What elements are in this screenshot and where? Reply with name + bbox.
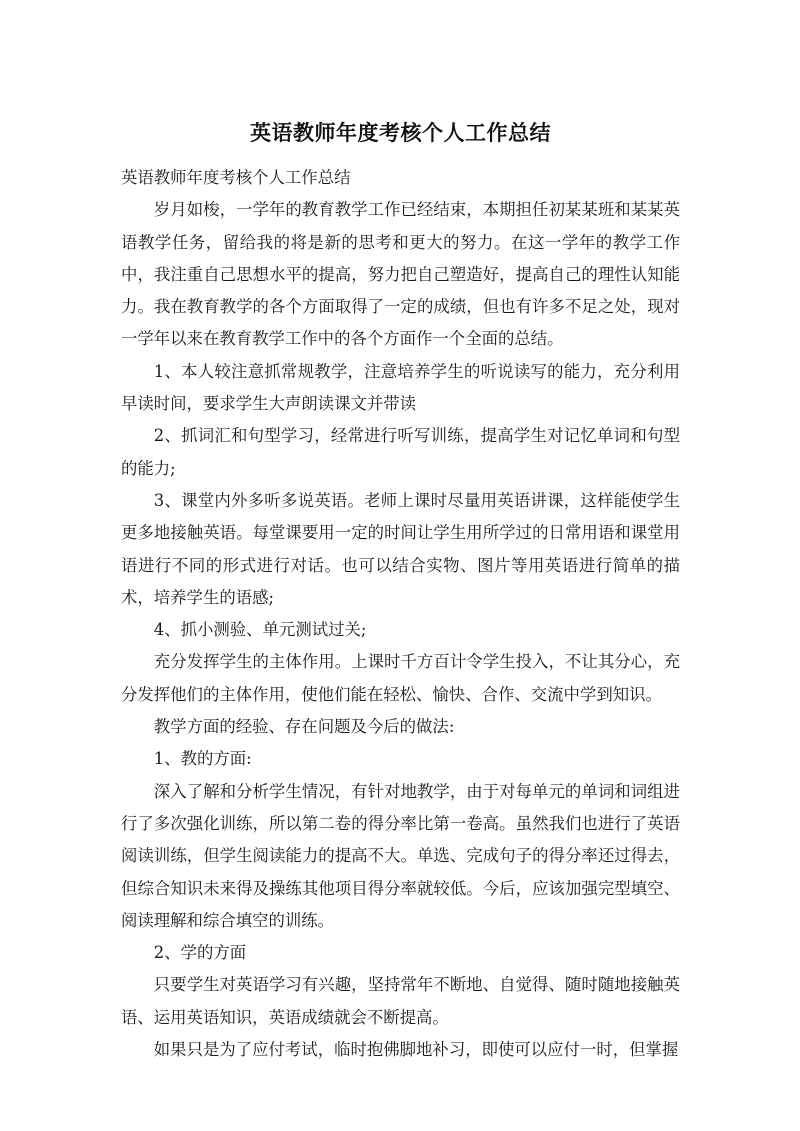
body-paragraph: 岁月如梭，一学年的教育教学工作已经结束，本期担任初某某班和某某英语教学任务，留给我的将是新的思考和更大的努力。在这一学年的教学工作中，我注重自己思想水平的提高，努力把自己塑造好，提高自己的理性认知能力。我在教育教学的各个方面取得了一定的成绩，但也有许多不足之处，现对一学年以来在教育教学工作中的各个方面作一个全面的总结。 [121, 200, 680, 349]
body-paragraph: 深入了解和分析学生情况，有针对地教学，由于对每单元的单词和词组进行了多次强化训练，所以第二卷的得分率比第一卷高。虽然我们也进行了英语阅读训练，但学生阅读能力的提高不大。单选、完成句子的得分率还过得去，但综合知识未来得及操练其他项目得分率就较低。今后，应该加强完型填空、阅读理解和综合填空的训练。 [121, 781, 680, 930]
body-paragraph: 2、抓词汇和句型学习，经常进行听写训练，提高学生对记忆单词和句型的能力; [121, 426, 680, 478]
body-paragraph: 3、课堂内外多听多说英语。老师上课时尽量用英语讲课，这样能使学生更多地接触英语。每堂课要用一定的时间让学生用所学过的日常用语和课堂用语进行不同的形式进行对话。也可以结合实物、图片等用英语进行简单的描术，培养学生的语感; [121, 490, 680, 607]
body-paragraph: 4、抓小测验、单元测试过关; [153, 620, 367, 640]
body-paragraph: 充分发挥学生的主体作用。上课时千方百计令学生投入，不让其分心，充分发挥他们的主体作用，使他们能在轻松、愉快、合作、交流中学到知识。 [121, 652, 680, 704]
document-title: 英语教师年度考核个人工作总结 [250, 121, 551, 145]
document-subtitle: 英语教师年度考核个人工作总结 [121, 168, 351, 187]
body-paragraph: 2、学的方面 [153, 943, 247, 963]
body-paragraph: 1、本人较注意抓常规教学，注意培养学生的听说读写的能力，充分利用早读时间，要求学生大声朗读课文并带读 [121, 361, 680, 414]
body-paragraph: 如果只是为了应付考试，临时抱佛脚地补习，即使可以应付一时，但掌握 [153, 1040, 679, 1060]
body-paragraph: 教学方面的经验、存在问题及今后的做法: [153, 717, 455, 737]
body-paragraph: 1、教的方面: [153, 749, 252, 769]
body-paragraph: 只要学生对英语学习有兴趣，坚持常年不断地、自觉得、随时随地接触英语、运用英语知识，英语成绩就会不断提高。 [121, 975, 680, 1027]
document-body [121, 162, 680, 1066]
